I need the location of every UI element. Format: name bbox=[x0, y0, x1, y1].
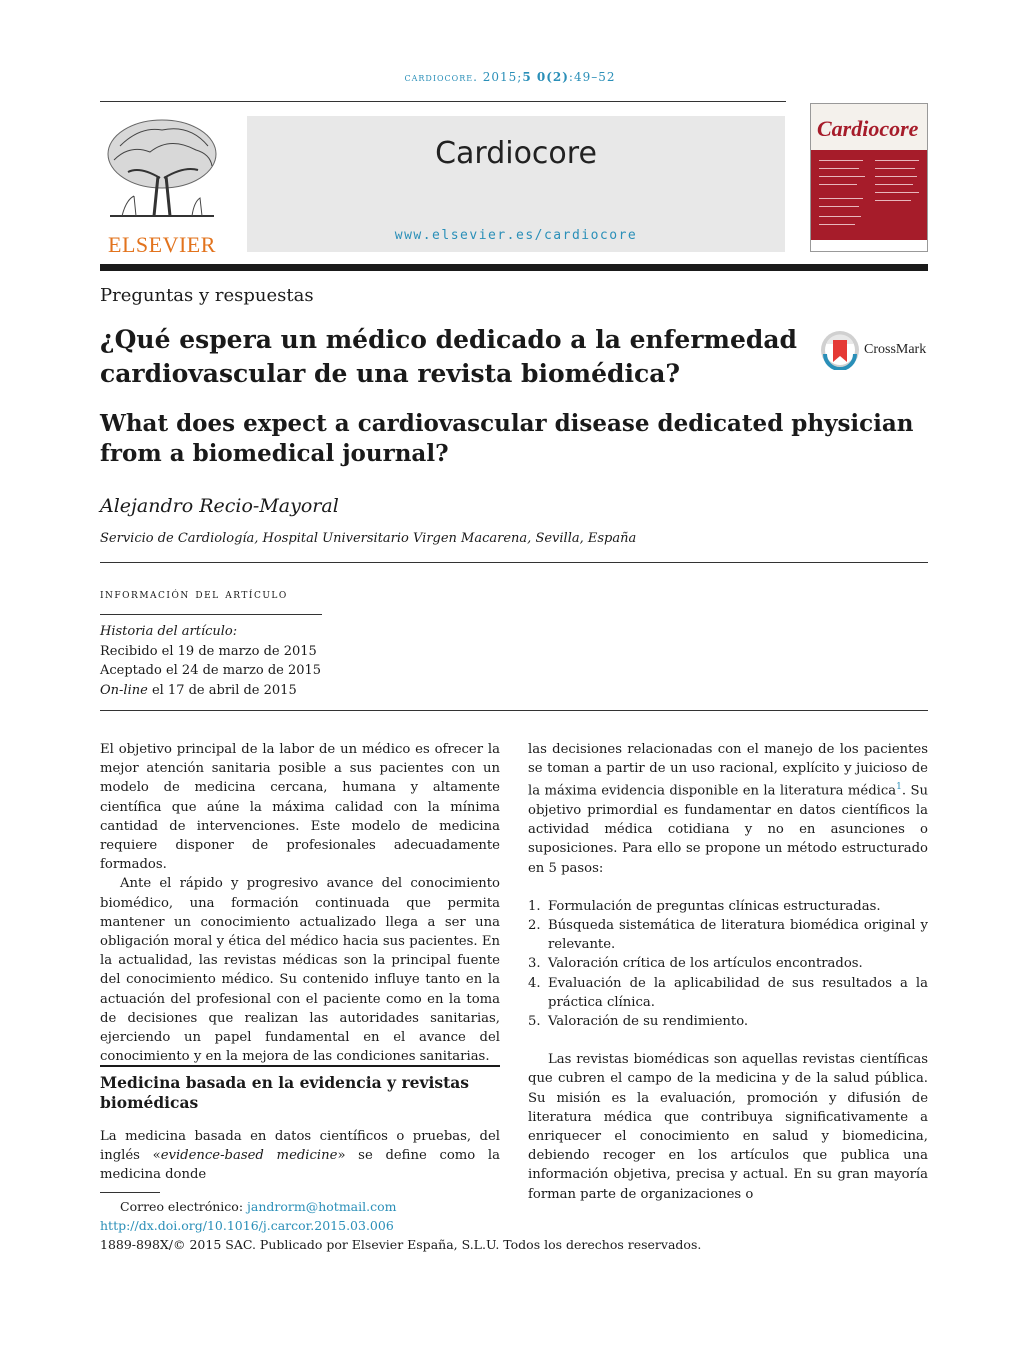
crossmark-icon bbox=[820, 330, 860, 370]
accepted-date: Aceptado el 24 de marzo de 2015 bbox=[100, 663, 322, 678]
online-label: On-line bbox=[100, 682, 148, 698]
elsevier-wordmark: ELSEVIER bbox=[108, 232, 216, 257]
paragraph: El objetivo principal de la labor de un médico es ofrecer la mejor atención sanitaria posible a sus pacientes con un modelo de medicina cercana, humana y altamente científica que aúne la máxima calidad con la mínima cantidad de intervenciones. Este modelo de medicina requiere disponer de profesionales adecuadamente formados. bbox=[100, 742, 500, 873]
journal-name: Cardiocore bbox=[435, 136, 597, 171]
list-item bbox=[528, 916, 928, 954]
online-date bbox=[100, 681, 321, 701]
citation-year: 2015; bbox=[482, 70, 523, 84]
crossmark-badge[interactable] bbox=[820, 328, 930, 372]
paragraph-text: La medicina basada en datos científicos o pruebas, del inglés « bbox=[100, 1129, 500, 1164]
article-history bbox=[100, 622, 321, 700]
journal-citation bbox=[0, 70, 1020, 84]
email-label: Correo electrónico: bbox=[120, 1199, 248, 1214]
doi-link[interactable]: http://dx.doi.org/10.1016/j.carcor.2015.03.006 bbox=[100, 1218, 394, 1233]
list-item bbox=[528, 974, 928, 1012]
list-text: Evaluación de la aplicabilidad de sus resultados a la práctica clínica. bbox=[548, 975, 928, 1010]
list-item bbox=[528, 897, 928, 916]
info-divider-short bbox=[100, 614, 322, 615]
footnote-divider bbox=[100, 1192, 160, 1193]
citation-pages: :49–52 bbox=[568, 70, 616, 84]
cover-contents bbox=[811, 150, 927, 240]
article-info-heading: información del artículo bbox=[100, 587, 288, 602]
list-item bbox=[528, 1012, 928, 1031]
info-divider-bottom bbox=[100, 710, 928, 711]
paragraph: Las revistas biomédicas son aquellas revistas científicas que cubren el campo de la medicina y de la salud pública. Su misión es la evaluación, promoción y difusión de literatura médica que contribuya significativamente a enriquecer el conocimiento en salud y biomedicina, debiendo recoger en los artículos que publica una información objetiva, precisa y actual. En su gran mayoría forman parte de organizaciones o bbox=[528, 1052, 928, 1202]
elsevier-tree-icon bbox=[100, 116, 224, 226]
body-right-column bbox=[528, 740, 928, 1204]
body-left-column bbox=[100, 740, 500, 1066]
article-title-english: What does expect a cardiovascular disease dedicated physician from a biomedical journal? bbox=[100, 410, 914, 467]
journal-url-link[interactable]: www.elsevier.es/cardiocore bbox=[394, 228, 638, 243]
email-footnote bbox=[100, 1197, 701, 1216]
paragraph-text: las decisiones relacionadas con el manejo de los pacientes se toman a partir de un uso racional, explícito y juicioso de la máxima evidencia disponible en la literatura médica bbox=[528, 742, 928, 799]
list-text: Valoración crítica de los artículos encontrados. bbox=[548, 956, 863, 972]
author-affiliation: Servicio de Cardiología, Hospital Universitario Virgen Macarena, Sevilla, España bbox=[100, 531, 637, 546]
citation-journal: cardiocore. bbox=[404, 70, 478, 84]
list-number: 1. bbox=[528, 898, 541, 914]
copyright-notice: 1889-898X/© 2015 SAC. Publicado por Elsevier España, S.L.U. Todos los derechos reservados. bbox=[100, 1237, 702, 1252]
cover-footer bbox=[811, 240, 927, 251]
top-divider bbox=[100, 101, 786, 102]
article-section: Preguntas y respuestas bbox=[100, 285, 314, 306]
reference-link[interactable]: 1 bbox=[896, 782, 902, 793]
received-date: Recibido el 19 de marzo de 2015 bbox=[100, 643, 317, 659]
steps-list bbox=[528, 897, 928, 1031]
journal-header bbox=[247, 116, 785, 252]
paragraph bbox=[528, 740, 928, 878]
citation-volume: 5 0(2) bbox=[522, 70, 569, 84]
history-label: Historia del artículo: bbox=[100, 624, 238, 639]
paragraph: Ante el rápido y progresivo avance del conocimiento biomédico, una formación continuada que permita mantener un conocimiento actualizado llega a ser una obligación moral y ética del médico hacia sus pacientes. En la actualidad, las revistas médicas son la principal fuente del conocimiento médico. Su contenido influye tanto en la actuación del profesional con el paciente como en la toma de decisiones que realizan las autoridades sanitarias, ejerciendo un papel fundamental en el avance del conocimiento y en la mejora de las condiciones sanitarias. bbox=[100, 876, 500, 1065]
list-text: Valoración de su rendimiento. bbox=[548, 1014, 749, 1030]
list-number: 5. bbox=[528, 1014, 541, 1030]
list-item bbox=[528, 954, 928, 973]
list-number: 2. bbox=[528, 918, 541, 934]
section-heading: Medicina basada en la evidencia y revistas biomédicas bbox=[100, 1073, 470, 1112]
paragraph bbox=[100, 1127, 500, 1185]
list-text: Formulación de preguntas clínicas estructuradas. bbox=[548, 898, 881, 914]
list-text: Búsqueda sistemática de literatura biomédica original y relevante. bbox=[548, 918, 928, 953]
section-divider bbox=[100, 1065, 500, 1067]
online-date-text: el 17 de abril de 2015 bbox=[147, 682, 297, 698]
article-title-spanish: ¿Qué espera un médico dedicado a la enfermedad cardiovascular de una revista biomédica? bbox=[100, 325, 798, 388]
paragraph-text: . Su objetivo primordial es fundamentar en datos científicos la actividad médica cotidiana y no en asunciones o suposiciones. Para ello se propone un método estructurado en 5 pasos: bbox=[528, 783, 928, 876]
cover-title: Cardiocore bbox=[817, 116, 919, 141]
footnotes bbox=[100, 1197, 701, 1254]
cover-masthead bbox=[811, 104, 927, 150]
list-number: 4. bbox=[528, 975, 541, 991]
paragraph-text: » se define como la medicina donde bbox=[100, 1148, 500, 1183]
journal-cover-thumbnail[interactable] bbox=[810, 103, 928, 252]
list-number: 3. bbox=[528, 956, 541, 972]
crossmark-label: CrossMark bbox=[864, 342, 927, 357]
paragraph-italic: evidence-based medicine bbox=[160, 1148, 338, 1164]
email-link[interactable]: jandrorm@hotmail.com bbox=[247, 1199, 397, 1214]
header-divider bbox=[100, 264, 928, 271]
info-divider-top bbox=[100, 562, 928, 563]
article-author: Alejandro Recio-Mayoral bbox=[100, 495, 339, 517]
